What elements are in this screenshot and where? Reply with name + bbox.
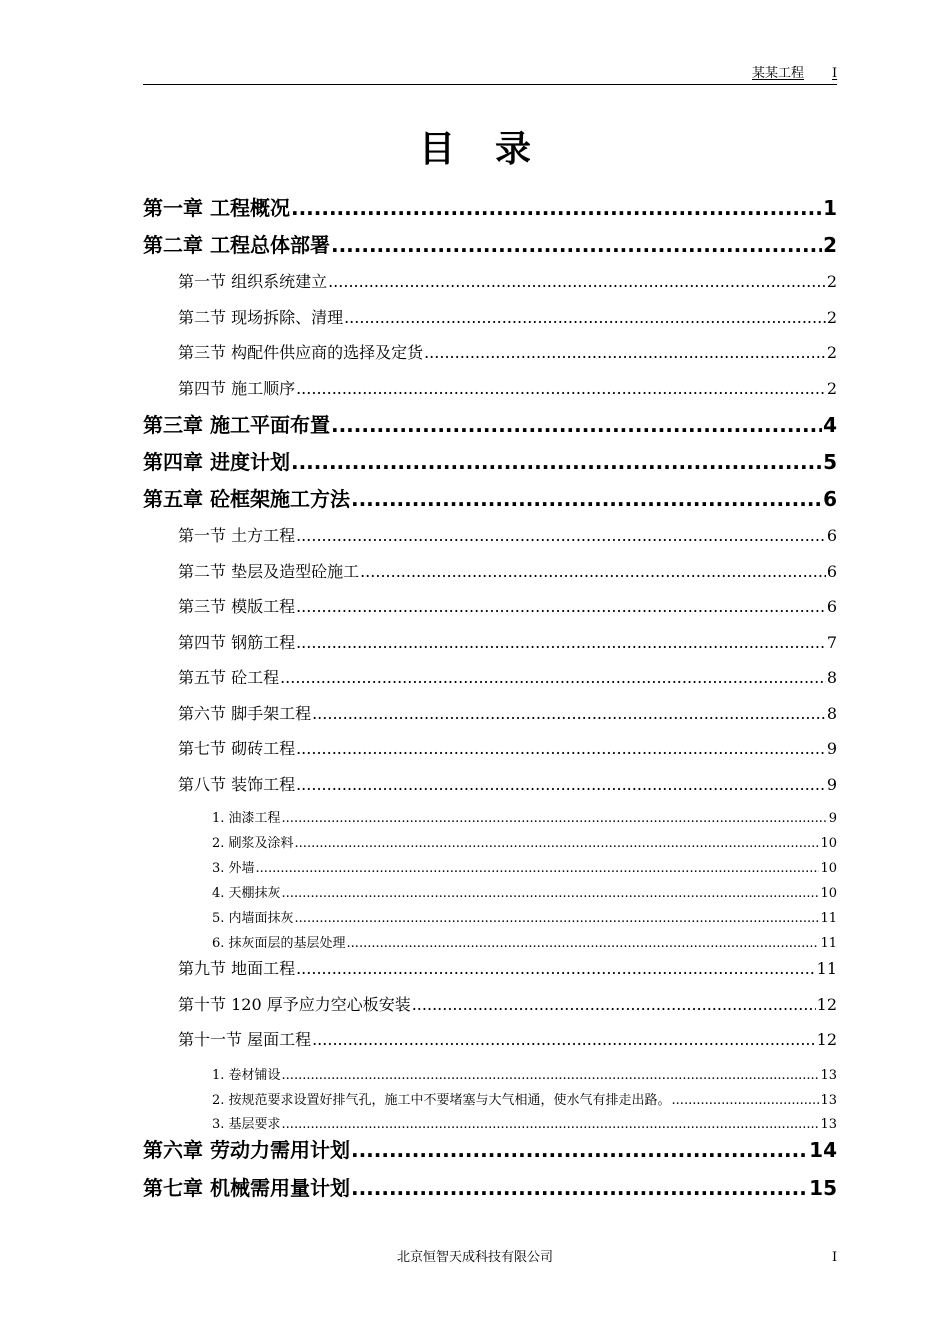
toc-label: 3. 外墙 bbox=[212, 861, 255, 876]
toc-chapter-7[interactable] bbox=[143, 1175, 837, 1201]
toc-label: 第三章 施工平面布置 bbox=[143, 413, 330, 437]
toc-label: 第四节 钢筋工程 bbox=[178, 633, 296, 652]
dot-leader bbox=[256, 860, 820, 878]
toc-section[interactable] bbox=[178, 1029, 837, 1051]
toc-page: 11 bbox=[820, 936, 837, 951]
toc-label: 2. 刷浆及涂料 bbox=[212, 836, 294, 851]
header-title: 某某工程 bbox=[752, 66, 805, 81]
toc-label: 3. 基层要求 bbox=[212, 1117, 281, 1132]
toc-label: 第十一节 屋面工程 bbox=[178, 1030, 312, 1049]
toc-label: 第二节 现场拆除、清理 bbox=[178, 308, 344, 327]
toc-label: 第五节 砼工程 bbox=[178, 668, 280, 687]
toc-subitem[interactable] bbox=[212, 1067, 837, 1085]
toc-section[interactable] bbox=[178, 738, 837, 760]
toc-label: 第二章 工程总体部署 bbox=[143, 233, 330, 257]
toc-subitem[interactable] bbox=[212, 1092, 837, 1110]
toc-label: 第六节 脚手架工程 bbox=[178, 704, 312, 723]
dot-leader bbox=[331, 412, 822, 438]
toc-subitem[interactable] bbox=[212, 935, 837, 953]
dot-leader bbox=[351, 486, 822, 512]
toc-section[interactable] bbox=[178, 378, 837, 400]
toc-page: 14 bbox=[809, 1138, 837, 1162]
dot-leader bbox=[282, 810, 828, 828]
toc-page: 9 bbox=[828, 811, 837, 826]
dot-leader bbox=[672, 1092, 820, 1110]
toc-label: 1. 卷材铺设 bbox=[212, 1068, 281, 1083]
footer-company: 北京恒智天成科技有限公司 bbox=[396, 1250, 553, 1265]
toc-page: 15 bbox=[809, 1176, 837, 1200]
toc-subitem[interactable] bbox=[212, 885, 837, 903]
toc-page: 2 bbox=[826, 272, 837, 291]
toc-subitem[interactable] bbox=[212, 910, 837, 928]
toc-label: 2. 按规范要求设置好排气孔，施工中不要堵塞与大气相通，使水气有排走出路。 bbox=[212, 1093, 671, 1108]
toc-chapter-1[interactable] bbox=[143, 195, 837, 221]
toc-page: 7 bbox=[826, 633, 837, 652]
toc-page: 11 bbox=[816, 959, 837, 978]
toc-label: 第八节 装饰工程 bbox=[178, 775, 296, 794]
toc-label: 第三节 模版工程 bbox=[178, 597, 296, 616]
toc-section[interactable] bbox=[178, 271, 837, 293]
toc-section[interactable] bbox=[178, 561, 837, 583]
toc-page: 13 bbox=[820, 1093, 837, 1108]
dot-leader bbox=[351, 1137, 808, 1163]
dot-leader bbox=[282, 1116, 820, 1134]
dot-leader bbox=[331, 232, 822, 258]
dot-leader bbox=[347, 935, 820, 953]
header-rule bbox=[143, 84, 837, 85]
toc-chapter-2[interactable] bbox=[143, 232, 837, 258]
footer-page-number: I bbox=[832, 1250, 838, 1265]
toc-label: 第十节 120 厚予应力空心板安装 bbox=[178, 995, 411, 1014]
toc-page: 6 bbox=[826, 597, 837, 616]
dot-leader bbox=[296, 596, 826, 618]
dot-leader bbox=[344, 307, 826, 329]
toc-chapter-5[interactable] bbox=[143, 486, 837, 512]
toc-subitem[interactable] bbox=[212, 860, 837, 878]
toc-label: 第一节 组织系统建立 bbox=[178, 272, 328, 291]
toc-label: 第五章 砼框架施工方法 bbox=[143, 487, 350, 511]
toc-chapter-4[interactable] bbox=[143, 449, 837, 475]
toc-label: 第七章 机械需用量计划 bbox=[143, 1176, 350, 1200]
toc-label: 第四章 进度计划 bbox=[143, 450, 290, 474]
toc-label: 第七节 砌砖工程 bbox=[178, 739, 296, 758]
toc-subitem[interactable] bbox=[212, 835, 837, 853]
toc-page: 2 bbox=[826, 308, 837, 327]
toc-page: 10 bbox=[820, 836, 837, 851]
dot-leader bbox=[296, 378, 826, 400]
toc-section[interactable] bbox=[178, 994, 837, 1016]
toc-label: 第一节 土方工程 bbox=[178, 526, 296, 545]
toc-page: 13 bbox=[820, 1117, 837, 1132]
dot-leader bbox=[296, 958, 816, 980]
toc-page: 13 bbox=[820, 1068, 837, 1083]
toc-section[interactable] bbox=[178, 307, 837, 329]
toc-page: 6 bbox=[823, 487, 837, 511]
toc-page: 12 bbox=[816, 1030, 837, 1049]
toc-page: 9 bbox=[826, 739, 837, 758]
toc-label: 1. 油漆工程 bbox=[212, 811, 281, 826]
toc-chapter-3[interactable] bbox=[143, 412, 837, 438]
dot-leader bbox=[328, 271, 826, 293]
toc-subitem[interactable] bbox=[212, 810, 837, 828]
toc-chapter-6[interactable] bbox=[143, 1137, 837, 1163]
dot-leader bbox=[296, 525, 826, 547]
toc-page: 6 bbox=[826, 562, 837, 581]
toc-page: 10 bbox=[820, 886, 837, 901]
toc-page: 1 bbox=[823, 196, 837, 220]
toc-page: 2 bbox=[823, 233, 837, 257]
dot-leader bbox=[282, 1067, 820, 1085]
toc-label: 第二节 垫层及造型砼施工 bbox=[178, 562, 360, 581]
dot-leader bbox=[291, 195, 822, 221]
toc-section[interactable] bbox=[178, 632, 837, 654]
toc-page: 5 bbox=[823, 450, 837, 474]
toc-label: 第四节 施工顺序 bbox=[178, 379, 296, 398]
toc-label: 6. 抹灰面层的基层处理 bbox=[212, 936, 346, 951]
dot-leader bbox=[296, 774, 826, 796]
dot-leader bbox=[295, 835, 820, 853]
dot-leader bbox=[312, 1029, 816, 1051]
dot-leader bbox=[296, 632, 826, 654]
toc-label: 第九节 地面工程 bbox=[178, 959, 296, 978]
dot-leader bbox=[424, 342, 826, 364]
toc-label: 第一章 工程概况 bbox=[143, 196, 290, 220]
dot-leader bbox=[412, 994, 816, 1016]
toc-label: 第三节 构配件供应商的选择及定货 bbox=[178, 343, 424, 362]
toc-label: 5. 内墙面抹灰 bbox=[212, 911, 294, 926]
dot-leader bbox=[312, 703, 826, 725]
toc-page: 9 bbox=[826, 775, 837, 794]
toc-section[interactable] bbox=[178, 703, 837, 725]
toc-page: 10 bbox=[820, 861, 837, 876]
dot-leader bbox=[296, 738, 826, 760]
toc-page: 4 bbox=[823, 413, 837, 437]
toc-page: 8 bbox=[826, 704, 837, 723]
dot-leader bbox=[351, 1175, 808, 1201]
toc-section[interactable] bbox=[178, 667, 837, 689]
toc-subitem[interactable] bbox=[212, 1116, 837, 1134]
toc-section[interactable] bbox=[178, 342, 837, 364]
toc-title: 目录 bbox=[418, 129, 571, 170]
toc-page: 8 bbox=[826, 668, 837, 687]
toc-page: 2 bbox=[826, 343, 837, 362]
toc-section[interactable] bbox=[178, 958, 837, 980]
toc-label: 4. 天棚抹灰 bbox=[212, 886, 281, 901]
toc-page: 6 bbox=[826, 526, 837, 545]
toc-section[interactable] bbox=[178, 596, 837, 618]
header-page-number: I bbox=[832, 66, 838, 81]
dot-leader bbox=[360, 561, 826, 583]
dot-leader bbox=[295, 910, 820, 928]
toc-label: 第六章 劳动力需用计划 bbox=[143, 1138, 350, 1162]
toc-page: 11 bbox=[820, 911, 837, 926]
toc-page: 2 bbox=[826, 379, 837, 398]
dot-leader bbox=[280, 667, 826, 689]
toc-page: 12 bbox=[816, 995, 837, 1014]
toc-section[interactable] bbox=[178, 774, 837, 796]
dot-leader bbox=[291, 449, 822, 475]
dot-leader bbox=[282, 885, 820, 903]
toc-section[interactable] bbox=[178, 525, 837, 547]
